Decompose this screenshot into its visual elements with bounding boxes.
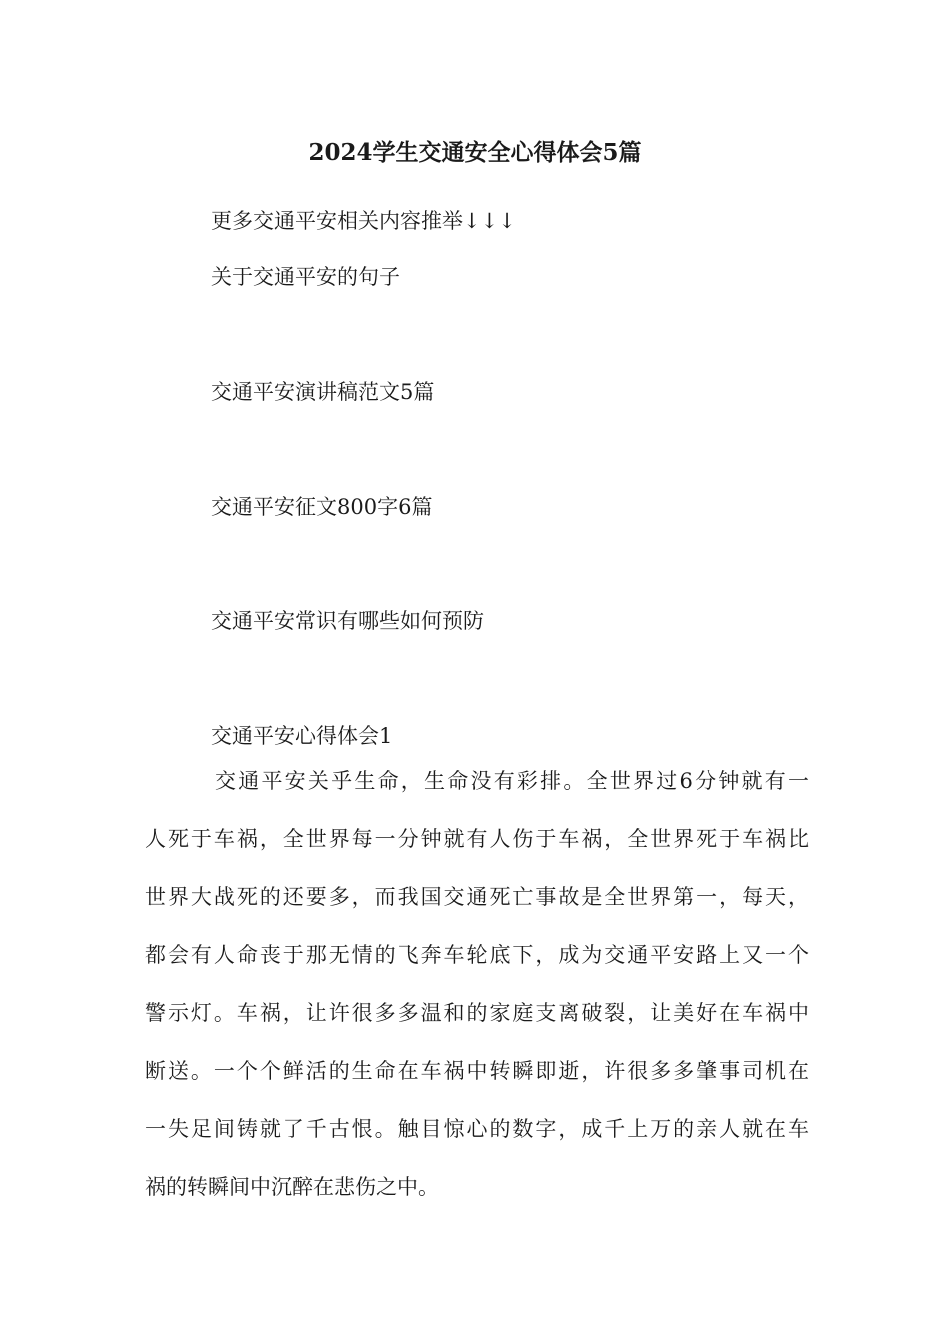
paragraph-line: 交通平安关乎生命，生命没有彩排。全世界过6分钟就有一 <box>215 769 809 793</box>
related-link-3[interactable]: 交通平安征文800字6篇 <box>211 495 433 519</box>
recommendation-intro: 更多交通平安相关内容推举↓↓↓ <box>211 209 516 233</box>
paragraph-line: 都会有人命丧于那无情的飞奔车轮底下，成为交通平安路上又一个 <box>145 943 809 967</box>
section-heading: 交通平安心得体会1 <box>211 724 393 748</box>
paragraph-line: 警示灯。车祸，让许很多多温和的家庭支离破裂，让美好在车祸中 <box>145 1001 809 1025</box>
paragraph-line: 人死于车祸，全世界每一分钟就有人伤于车祸，全世界死于车祸比 <box>145 827 809 851</box>
related-link-2[interactable]: 交通平安演讲稿范文5篇 <box>211 380 435 404</box>
paragraph-line: 祸的转瞬间中沉醉在悲伤之中。 <box>145 1175 439 1199</box>
body-paragraph <box>145 752 809 1216</box>
document-title: 2024学生交通安全心得体会5篇 <box>308 139 642 166</box>
paragraph-line: 断送。一个个鲜活的生命在车祸中转瞬即逝，许很多多肇事司机在 <box>145 1059 809 1083</box>
related-link-4[interactable]: 交通平安常识有哪些如何预防 <box>211 609 484 633</box>
paragraph-line: 世界大战死的还要多，而我国交通死亡事故是全世界第一，每天， <box>145 885 809 909</box>
paragraph-line: 一失足间铸就了千古恨。触目惊心的数字，成千上万的亲人就在车 <box>145 1117 809 1141</box>
related-link-1[interactable]: 关于交通平安的句子 <box>211 265 400 289</box>
